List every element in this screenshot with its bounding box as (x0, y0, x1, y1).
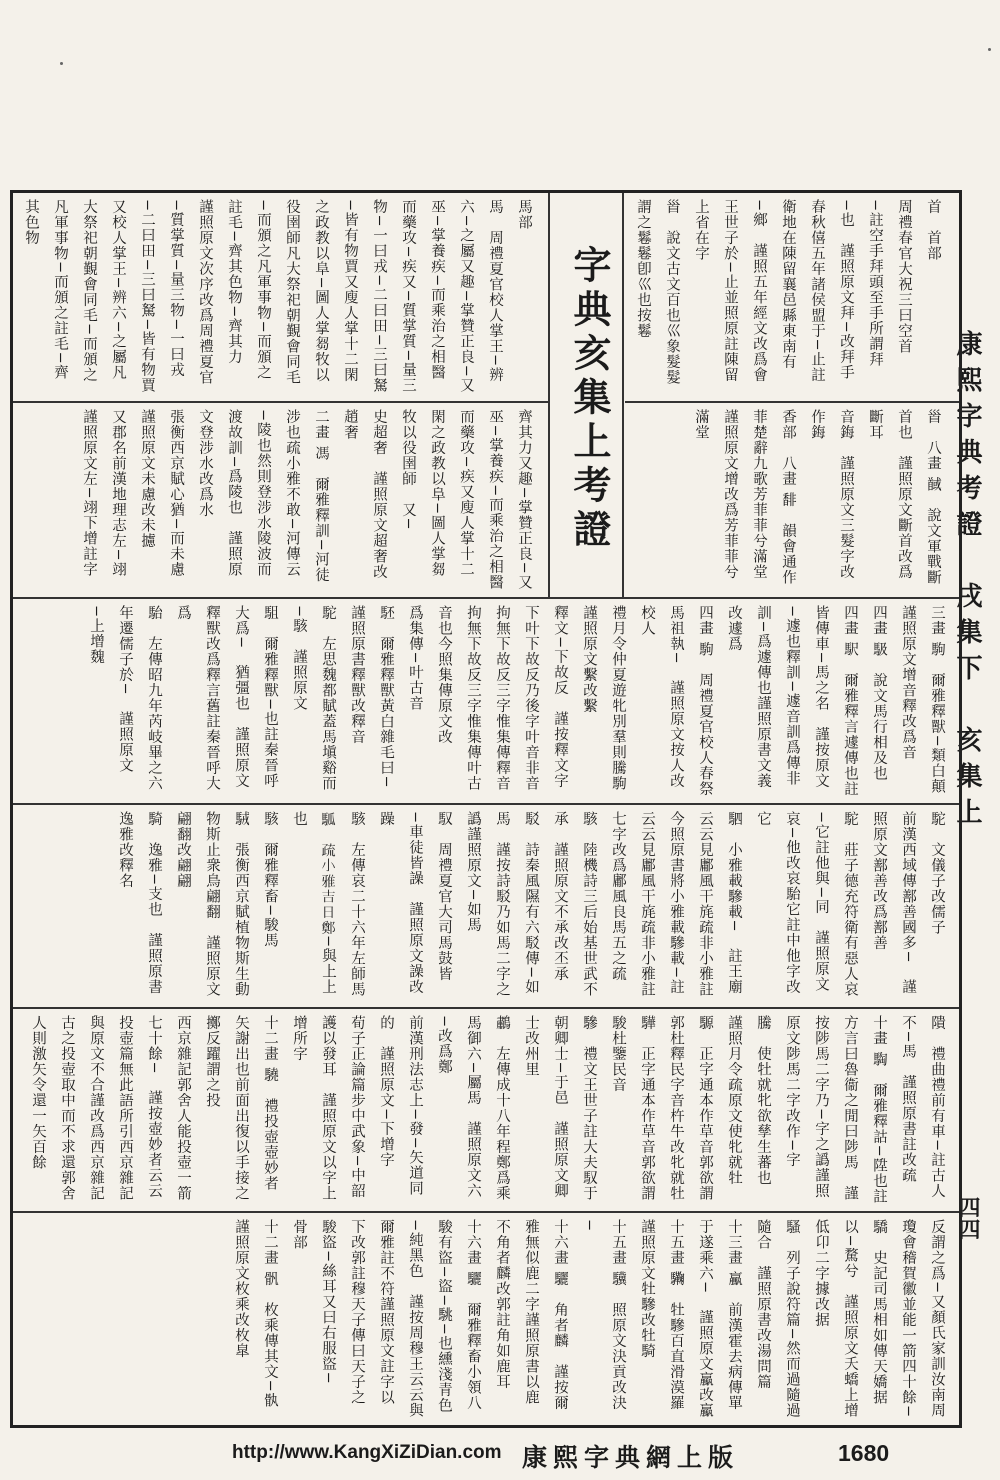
entry-block-shou (625, 193, 955, 399)
scan-speck (988, 48, 991, 51)
entry-text: 反謂之爲−又顏氏家訓汝南周瓊會稽賀徽並能一箭四十餘− 驕 史記司馬相如傳天嬌据以−騖兮 謹照原文夭蟜上增低卬二字據改据 騷 列子說符篇−然而過隨過隨合 謹照原書改湯問篇 十三畫 驘 前漢霍去病傳單于遂乘六− 謹照原文驘改驘 十五畫 驧 牡驂百直滑漠羅 謹照原文牡驂改牡騎 十五畫 驥 照原文決貢改決− 十六畫 驪 角者麟 謹按爾雅無似鹿二字謹照原書以鹿不角者麟改郭註角如鹿耳 十六畫 驪 爾雅釋畜小領八駿有盜−盜−駣−也纁淺青色−純黑色 謹按周穆王云云與爾雅註不符謹照原文註字以下改郭註穆天子傳曰天子之駿盜−絲耳又曰右服盜− 骨部 十二畫 骪 枚乘傳其文−骫 謹照原文枚乘改枚皐 (233, 1219, 945, 1419)
row-4 (13, 1009, 959, 1213)
footer (0, 1436, 1000, 1476)
entry-text: 三畫 駒 爾雅釋獸−類白顛 謹照原文增音釋改爲音 四畫 馺 說文馬行相及也 四畫 駅 爾雅釋言遽傳也註皆傳車−馬之名 謹按原文−遽也釋訓−遽音訓爲傳非訓−爲遽傳也謹照原書文義改遽爲 四畫 駒 周禮夏官校人春祭馬祖執− 謹照原文按人改校人 禮月令仲夏遊牝別羣則騰駒 謹照原文繫改繫 釋文−下故反 謹按釋文字下叶下故反乃後字叶音非音拘無下故反三字惟集傳釋音拘無下故反三字惟集傳叶古音也今照集傳原文改 爲集傳−叶古音 駓 爾雅釋獸黃白雜毛曰− 謹照原書釋獸改釋音 駝 左思魏都賦蓋馬塡谿而−駭 謹照原文 駔 爾雅釋獸−也註秦晉呼大爲− 猶彊也 謹照原文釋獸改爲釋言舊註秦晉呼大爲 駘 左傳昭九年芮岐畢之六年遷儒子於− 謹照原文−上增魏 (88, 605, 945, 797)
page-frame (10, 190, 962, 1428)
volume-title: 字典亥集上考證 (567, 245, 612, 553)
row-5 (13, 1213, 959, 1425)
scan-speck (60, 62, 63, 65)
row-3 (13, 805, 959, 1009)
entry-block-ma (13, 193, 546, 401)
volume-title-box (548, 193, 624, 597)
footer-url[interactable]: http://www.KangXiZiDian.com (232, 1442, 502, 1463)
entry-text: 首 首部 周禮春官大祝三曰空首 −註空手拜頭至手所謂拜−也 謹照原文拜−改拜手 春秋僖五年諸侯盟于−止註衛地在陳留襄邑縣東南有−鄉 謹照五年經文改爲會王世子於−止並照原註陳留上省在字 𩠐 說文古文百也巛象髮髮謂之鬈鬈卽巛也按鬈 (635, 199, 941, 385)
running-header: 康熙字典考證 戌集下 亥集上 (952, 330, 982, 834)
entry-block-xiang (625, 403, 955, 595)
footer-page-number: 1680 (838, 1440, 890, 1466)
entry-text: 齊其力又趣−掌贊正良−又巫−掌養疾−而乘治之相醫而藥攻−疾又廋人掌十二閑之政教以阜−圖人掌芻牧以役圉師 又− 史超奢 謹照原文超奢改趙奢 二畫 馮 爾雅釋訓−河徒涉也疏小雅不敢−河傳云−陵也然則登涉水陵波而渡故訓−爲陵也 謹照原文登涉水改爲水 張衡西京賦心猶−而未慮 謹照原文未慮改未攄 又郡名前漢地理志左−翊 謹照原文左−翊下增註字 (81, 409, 532, 591)
page-number: 四四 (955, 1196, 981, 1240)
entry-block-ma-cont (13, 403, 546, 597)
footer-site-name: 康熙字典網上版 (522, 1443, 740, 1472)
entry-text: 駝 文儀子改儒子 前漢西域傳鄯善國多− 謹照原文鄯善改爲鄯善 駝 莊子德充符衛有惡人哀−它註他與−同 謹照原文哀−他改哀駘它註中他字改它 駟 小雅載驂載− 註王廟云云見鄘風干旄疏非小雅註今照原書將小雅載驂載−註 云云見鄘風干旄疏非小雅註七字改爲鄘風良馬五之疏 駭 陸機詩三后始基世武不承 謹照原文不承改丕承 駁 詩秦風隰有六駁傳−如馬 謹按詩駁乃如馬二字之譌謹照原文−如馬 馭 周禮夏官大司馬鼓皆−車徒皆譟 謹照原文譟改躁 駭 左傳哀二十六年左師馬 𩢍 疏小雅吉日鄭−與上上也 駭 爾雅釋畜−駿馬 駥 張衡西京賦植物斯生動物斯止衆鳥翩翻 謹照原文翩翻改翩翩 騎 逸雅−支也 謹照原書逸雅改釋名 (117, 811, 945, 997)
row-1 (13, 193, 959, 599)
entry-text: 隤 禮曲禮前有車−註古人不−馬 謹照原書註改疏 十畫 騊 爾雅釋詁−陞也註方言曰魯衞之閒曰陟馬 謹按陟馬二字乃−字之譌謹照原文陟馬二字改作−字 騰 使牡就牝欲孳生蕃也 謹照月令疏原文使牝就牡 騵 正字通本作草音郭欲謂郭杜釋民字音杵牛改牝就牡 驊 正字通本作草音郭欲謂駿杜鑒民音 驂 禮文王世子註大夫馭于朝卿士−于邑 謹照原文卿士改州里 鷫 左傳成十八年程鄭爲乘馬御六−屬馬 謹照原文六−改爲鄭 前漢刑法志上−發−矢道同的 謹照原文−下增字 荀子正論篇步中武象−中韶護以發耳 謹照原文以字上增所字 十二畫 驍 禮投壺壺妙者矢謝出也前面出復以手接之擲反躍謂之投 西京雜記郭舍人能投壺一箭七十餘− 謹按壺妙者云云投壺篇無此語所引西京雜記與原文不合謹改爲西京雜記古之投壺取中而不求還郭舍人則激矢令還一矢百餘 (30, 1015, 945, 1205)
row-2 (13, 599, 959, 805)
entry-text: 𩠐 八畫 馘 說文軍戰斷首也 謹照原文斷首改爲斷耳 音鋂 謹照原文三髮字改作鋂 香部 八畫 馡 韻會通作菲楚辭九歌芳菲菲兮滿堂 謹照原文增改爲芳菲菲兮滿堂 (693, 409, 941, 586)
entry-text: 馬部 馬 周禮夏官校人掌王−辨六−之屬又趣−掌贊正良−又巫−掌養疾−而乘治之相醫而藥攻−疾又−質掌質−量三物−一曰戎−二曰田−三曰駑−皆有物賈又廋人掌十二閑之政教以阜−圖人掌芻牧以役圉師凡大祭祀朝覲會同毛−而頒之凡軍事物−而頒之註毛−齊其色物−齊其力 謹照原文次序改爲周禮夏官−質掌質−量三物−一曰戎−二曰田−三曰駑−皆有物賈又校人掌王−辨六−之屬凡大祭祀朝覲會同毛−而頒之凡軍事物−而頒之註毛−齊其色物 (23, 199, 532, 394)
